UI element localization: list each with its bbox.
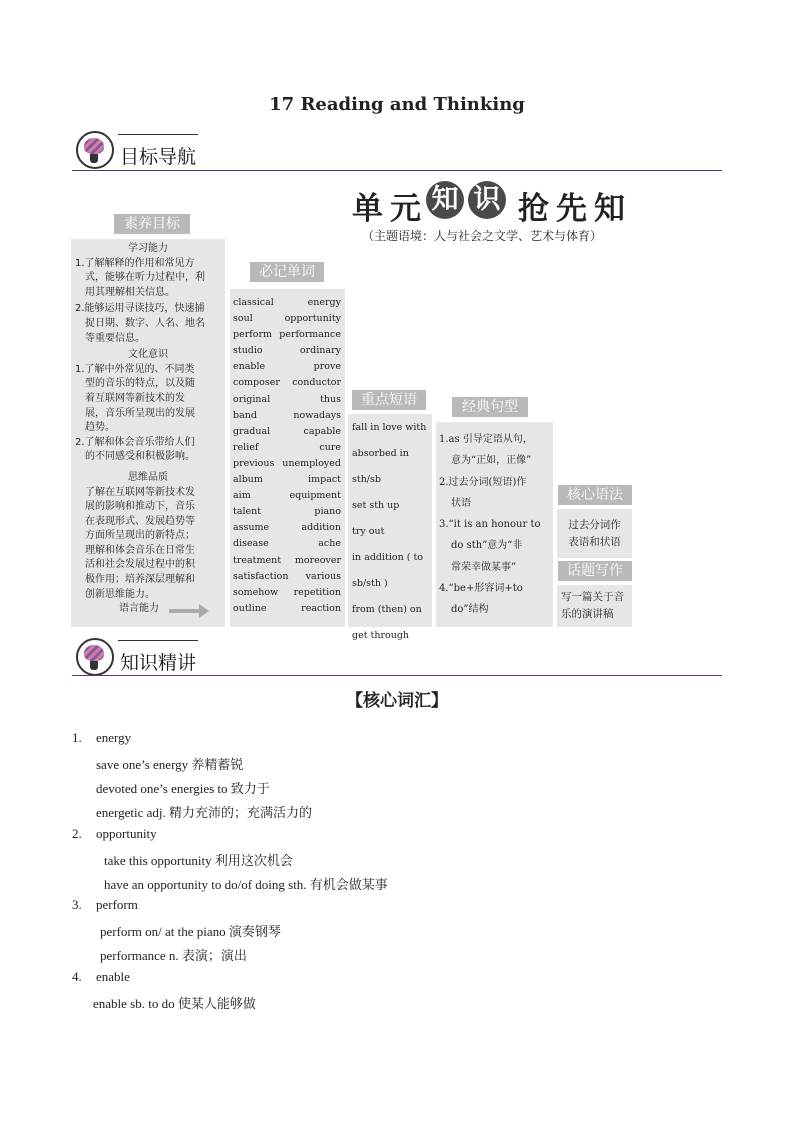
vocab-usage: take this opportunity 利用这次机会: [104, 853, 293, 868]
sentence-line: do”结构: [451, 604, 489, 616]
vocab-number: 2.: [72, 826, 82, 841]
goal-item: 了解在互联网等新技术发 展的影响和推动下，音乐 在表现形式、发展趋势等 方面所呈现出的新特点； 理解和体会音乐在日常生 活和社会发展过程中的积 极作用；培养深层理解和 创新思维能力。: [85, 486, 195, 600]
banner-subtitle: （主题语境：人与社会之文学、艺术与体育）: [362, 229, 603, 243]
word-item: unemployed: [282, 457, 341, 469]
word-item: piano: [314, 506, 341, 518]
word-row: [233, 569, 341, 585]
banner-char: 单: [352, 191, 383, 227]
grammar-line: 过去分词作: [568, 519, 621, 531]
word-row: [233, 536, 341, 552]
word-row: [233, 311, 341, 327]
word-item: moreover: [294, 554, 341, 566]
banner-char: 知: [594, 191, 625, 227]
word-item: composer: [233, 377, 280, 389]
section-accent-line: [118, 134, 198, 135]
word-row: [233, 488, 341, 504]
word-item: addition: [301, 522, 341, 534]
vocab-word: perform: [96, 897, 138, 912]
word-item: thus: [320, 393, 341, 405]
banner-char: 抢: [518, 191, 549, 227]
goal-heading: 文化意识: [128, 349, 168, 361]
word-row: [233, 520, 341, 536]
word-item: capable: [303, 425, 341, 437]
word-item: gradual: [233, 425, 271, 437]
goal-item: 2.了解和体会音乐带给人们 的不同感受和积极影响。: [75, 436, 195, 463]
word-item: impact: [308, 474, 341, 486]
vocab-word: energy: [96, 730, 132, 745]
word-row: [233, 456, 341, 472]
word-item: aim: [233, 490, 251, 502]
vocab-usage: energetic adj. 精力充沛的；充满活力的: [96, 805, 313, 820]
word-item: somehow: [233, 586, 279, 598]
word-item: classical: [233, 297, 274, 308]
banner-highlight-char: 识: [468, 181, 506, 219]
word-row: [233, 472, 341, 488]
word-item: relief: [233, 441, 259, 453]
word-item: reaction: [301, 602, 341, 614]
phrase-item: fall in love with: [352, 422, 427, 433]
word-row: [233, 295, 341, 311]
writing-line: 写一篇关于音: [561, 591, 624, 603]
words-panel: [230, 289, 345, 627]
word-row: [233, 440, 341, 456]
phrase-item: from (then) on: [352, 604, 422, 615]
sentence-line: 4.“be+形容词+to: [439, 583, 523, 595]
goals-panel: [71, 239, 225, 627]
core-vocab-heading: 【核心词汇】: [346, 691, 448, 711]
word-item: previous: [233, 457, 275, 469]
vocab-usage: perform on/ at the piano 演奏钢琴: [100, 924, 281, 939]
sentence-line: 意为“正如，正像”: [451, 455, 532, 467]
phrase-item: try out: [352, 526, 385, 537]
word-item: outline: [233, 602, 267, 614]
word-item: prove: [313, 361, 341, 373]
sentence-line: do sth”意为“非: [451, 540, 523, 552]
vocab-number: 1.: [72, 730, 82, 745]
word-row: [233, 343, 341, 359]
tag-topic-writing: 话题写作: [558, 561, 632, 581]
word-row: [233, 375, 341, 391]
section-title-knowledge: 知识精讲: [120, 652, 197, 674]
goal-heading: 学习能力: [128, 243, 168, 254]
word-item: enable: [233, 361, 266, 373]
goal-heading: 思维品质: [128, 471, 168, 483]
word-item: nowadays: [293, 409, 341, 421]
sentence-line: 1.as 引导定语从句，: [439, 434, 533, 445]
vocab-number: 3.: [72, 897, 82, 912]
tag-literacy-goals: 素养目标: [114, 214, 190, 234]
vocab-word: opportunity: [96, 826, 157, 841]
brain-icon: [76, 131, 114, 169]
word-item: ordinary: [299, 345, 341, 357]
word-item: conductor: [292, 377, 341, 389]
vocab-usage: devoted one’s energies to 致力于: [96, 781, 270, 796]
tag-must-remember-words: 必记单词: [250, 262, 324, 282]
tag-key-phrases: 重点短语: [352, 390, 426, 410]
word-item: disease: [233, 538, 269, 550]
sentences-panel: [436, 422, 553, 627]
word-item: talent: [233, 506, 262, 518]
word-row: [233, 553, 341, 569]
phrases-panel: [348, 414, 432, 641]
word-item: ache: [318, 538, 341, 550]
word-item: original: [233, 393, 271, 405]
vocab-usage: have an opportunity to do/of doing sth. 有机会做某事: [104, 877, 388, 892]
phrase-item: absorbed in sth/sb: [352, 448, 409, 485]
brain-icon: [76, 638, 114, 676]
word-item: performance: [279, 329, 341, 341]
phrase-item: in addition ( to: [352, 552, 424, 563]
goal-item: 2.能够运用寻读技巧，快速捕 捉日期、数字、人名、地名 等重要信息。: [75, 303, 205, 344]
word-item: opportunity: [284, 313, 341, 325]
sentence-line: 常荣幸做某事”: [451, 561, 517, 573]
goal-item: 1.了解解释的作用和常见方 式，能够在听力过程中，利 用其理解相关信息。: [75, 257, 205, 298]
word-item: album: [233, 474, 263, 486]
section-divider: [72, 170, 722, 171]
vocab-usage: enable sb. to do 使某人能够做: [93, 996, 256, 1011]
word-item: assume: [233, 522, 270, 534]
word-row: [233, 359, 341, 375]
word-row: [233, 392, 341, 408]
banner-char: 先: [556, 191, 587, 227]
section-title-goals: 目标导航: [120, 146, 197, 168]
word-item: perform: [233, 329, 273, 341]
sentence-line: 2.过去分词(短语)作: [439, 476, 527, 488]
writing-panel: [557, 585, 632, 627]
word-item: studio: [233, 345, 263, 357]
arrow-right-icon: [169, 609, 201, 613]
word-item: treatment: [233, 554, 282, 566]
writing-line: 乐的演讲稿: [561, 608, 614, 620]
vocab-word: enable: [96, 969, 130, 984]
grammar-panel: [557, 509, 632, 558]
document-title: 17 Reading and Thinking: [269, 94, 525, 115]
word-item: repetition: [293, 586, 341, 598]
sentence-line: 状语: [451, 497, 471, 509]
word-row: [233, 408, 341, 424]
arrow-head-icon: [199, 604, 209, 618]
word-row: [233, 327, 341, 343]
goal-item: 1.了解中外常见的、不同类 型的音乐的特点，以及随 着互联网等新技术的发 展，音乐所呈现出的发展 趋势。: [75, 363, 195, 434]
word-item: satisfaction: [233, 570, 289, 582]
word-item: soul: [233, 313, 253, 325]
language-ability-label: 语言能力: [119, 603, 159, 614]
word-item: energy: [307, 297, 341, 308]
word-row: [233, 424, 341, 440]
vocab-number: 4.: [72, 969, 82, 984]
word-item: cure: [319, 441, 341, 453]
banner-char: 元: [390, 191, 421, 227]
word-item: various: [305, 570, 341, 582]
word-row: [233, 585, 341, 601]
tag-classic-sentences: 经典句型: [452, 397, 528, 417]
section-divider: [72, 675, 722, 676]
vocab-usage: performance n. 表演；演出: [100, 948, 247, 963]
section-accent-line: [118, 640, 198, 641]
phrase-item: sb/sth ): [352, 578, 388, 589]
word-row: [233, 504, 341, 520]
banner-highlight-char: 知: [426, 181, 464, 219]
vocab-usage: save one’s energy 养精蓄锐: [96, 757, 244, 772]
sentence-line: 3.“it is an honour to: [439, 519, 541, 531]
grammar-line: 表语和状语: [568, 536, 621, 548]
word-row: [233, 601, 341, 617]
phrase-item: get through: [352, 630, 410, 641]
word-item: band: [233, 409, 257, 421]
tag-core-grammar: 核心语法: [558, 485, 632, 505]
word-item: equipment: [289, 490, 341, 502]
phrase-item: set sth up: [352, 500, 400, 511]
